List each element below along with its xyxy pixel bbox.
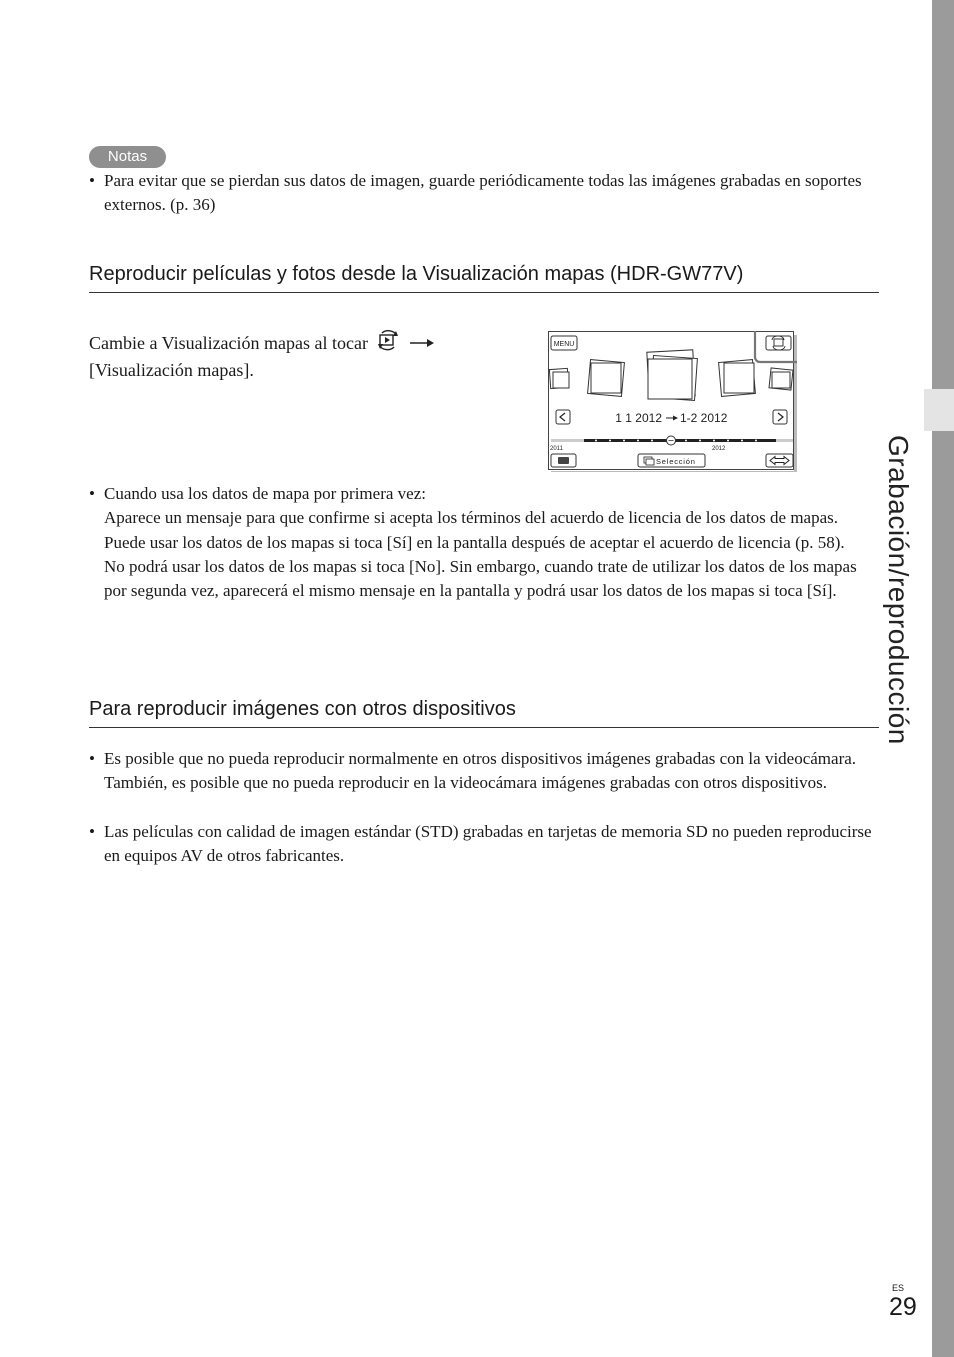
instruction: Cambie a Visualización mapas al tocar [Visualización mapas]. [89, 329, 509, 384]
selection-label: Selección [656, 457, 696, 466]
view-switch-icon [376, 329, 400, 351]
playback-mode-icon [558, 457, 569, 464]
heading-rule [89, 727, 879, 728]
page-number: 29 [889, 1293, 917, 1321]
timeline-year-right: 2012 [712, 446, 726, 452]
note-item: • Para evitar que se pierdan sus datos de imagen, guarde periódicamente todas las imágenes grabadas en soportes externos. (p. 36) [89, 171, 862, 215]
map-data-note: • Cuando usa los datos de mapa por primera vez: Aparece un mensaje para que confirme si acepta los términos del acuerdo de licencia de los datos de mapas. Puede usar los datos de los mapas si toca [Sí] en la pantalla después de aceptar el acuerdo de licencia (p. 58). No podrá usar los datos de los mapas si toca [No]. Sin embargo, cuando trate de utilizar los datos de los mapas por segunda vez, aparecerá el mismo mensaje en la pantalla y podrá usar los datos de los mapas si toca [Sí]. [89, 484, 857, 601]
page-language: ES [892, 1283, 905, 1293]
side-tab-marker [924, 389, 954, 431]
list-item: • Es posible que no pueda reproducir normalmente en otros dispositivos imágenes grabadas con la videocámara. También, es posible que no pueda reproducir en la videocámara imágenes grabadas con otros dispositivos. [89, 749, 857, 793]
side-bar [932, 0, 954, 1357]
view-switch-button[interactable] [766, 336, 791, 350]
section-heading-other-devices: Para reproducir imágenes con otros dispositivos [89, 698, 516, 720]
camera-screen-illustration [548, 331, 797, 472]
section-heading-map-view: Reproducir películas y fotos desde la Visualización mapas (HDR-GW77V) [89, 263, 744, 285]
date-range-start: 1 1 2012 [615, 411, 662, 425]
list-item: • Las películas con calidad de imagen estándar (STD) grabadas en tarjetas de memoria SD no pueden reproducirse en equipos AV de otros fabricantes. [89, 822, 872, 866]
timeline-year-left: 2011 [550, 446, 563, 452]
chapter-title: Grabación/reproducción [883, 435, 914, 745]
menu-label: MENU [553, 341, 575, 348]
date-range-end: 1-2 2012 [680, 411, 728, 425]
prev-button[interactable] [556, 410, 570, 424]
next-button[interactable] [773, 410, 787, 424]
timeline-range [584, 439, 776, 442]
heading-rule [89, 292, 879, 293]
notes-badge: Notas [89, 146, 166, 168]
arrow-right-icon [409, 337, 435, 349]
